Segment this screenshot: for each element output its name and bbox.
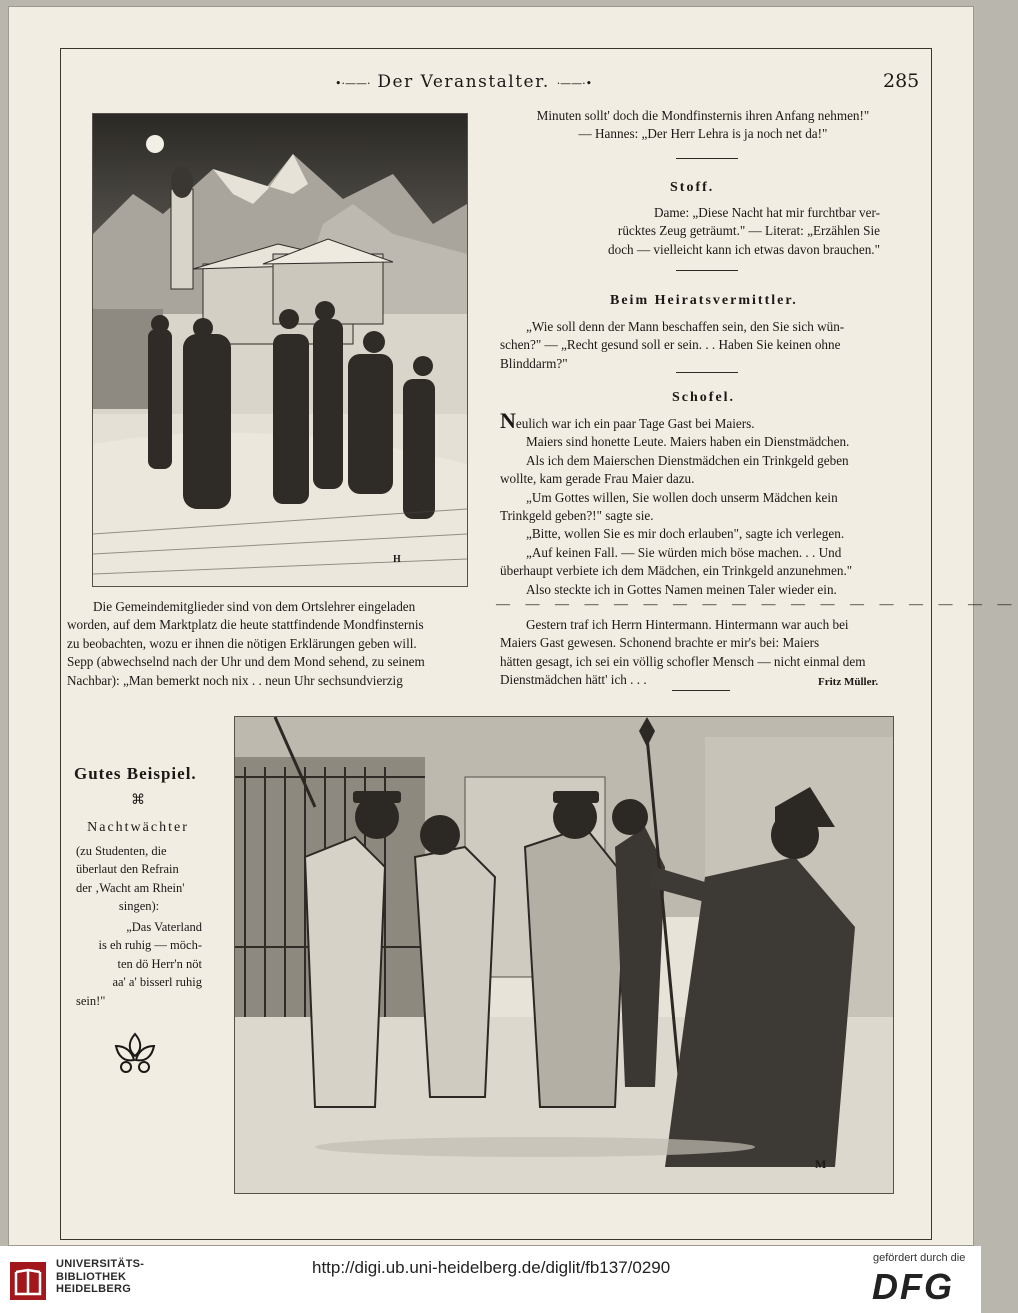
- text-line: Dienstmädchen hätt' ich . . .: [500, 672, 647, 688]
- text-line: doch — vielleicht kann ich etwas davon brauchen.": [608, 241, 880, 257]
- page-number: 285: [883, 70, 920, 92]
- stage-direction: [76, 842, 202, 916]
- moon: [146, 135, 164, 153]
- ornament: ⌘: [131, 793, 145, 808]
- divider: [676, 158, 738, 159]
- text-line: rücktes Zeug geträumt." — Literat: „Erzählen Sie: [617, 223, 880, 239]
- quote-text: [76, 918, 202, 1010]
- heading-schofel: Schofel.: [672, 390, 736, 405]
- footer-bar: [0, 1246, 981, 1313]
- heading-stoff: Stoff.: [670, 180, 715, 195]
- artist-signature-1: H: [393, 554, 401, 565]
- text-line: — Hannes: „Der Herr Lehra is ja noch net da!": [578, 126, 828, 142]
- text-stoff: [540, 204, 880, 259]
- text-line: Als ich dem Maierschen Dienstmädchen ein Trinkgeld geben: [526, 452, 849, 468]
- artist-signature-2: M: [815, 1157, 827, 1171]
- text-schofel: [500, 408, 912, 599]
- caption-line: Die Gemeindemitglieder sind von dem Ortslehrer eingeladen: [93, 599, 416, 614]
- dfg-logo: DFG: [872, 1266, 954, 1307]
- text-line: Gestern traf ich Herrn Hintermann. Hintermann war auch bei: [526, 617, 849, 632]
- header-title: Der Veranstalter.: [377, 72, 550, 92]
- divider: [676, 372, 738, 373]
- library-name: [56, 1258, 144, 1296]
- divider: [676, 270, 738, 271]
- text-line: Minuten sollt' doch die Mondfinsternis ihren Anfang nehmen!": [536, 108, 870, 123]
- text-line: überlaut den Refrain: [76, 862, 179, 877]
- heading-heiratsvermittler: Beim Heiratsvermittler.: [610, 293, 798, 308]
- text-line: is eh ruhig — möch-: [98, 938, 202, 953]
- caption-village: [67, 598, 471, 690]
- header-ornament-right: ·——·•: [556, 77, 593, 90]
- heading-gutes-beispiel: Gutes Beispiel.: [74, 764, 197, 783]
- flower-ornament-icon: [112, 1030, 158, 1074]
- text-line: Maiers Gast gewesen. Schonend brachte er mir's bei: Maiers: [500, 635, 820, 651]
- library-line: BIBLIOTHEK: [56, 1270, 127, 1283]
- text-line: der ‚Wacht am Rhein': [76, 880, 185, 895]
- caption-line: Nachbar): „Man bemerkt noch nix . . neun Uhr sechsundvierzig: [67, 672, 403, 688]
- text-line: „Das Vaterland: [126, 920, 202, 934]
- caption-line: zu beobachten, wozu er ihnen die nötigen Erklärungen geben will.: [67, 635, 417, 651]
- text-line: Blinddarm?": [500, 355, 568, 371]
- night-watchman-drawing: [235, 717, 893, 1193]
- running-header: [335, 72, 592, 92]
- village-night-drawing: [93, 114, 467, 586]
- text-line: aa' a' bisserl ruhig: [112, 975, 202, 990]
- illustration-night-watchman: [234, 716, 894, 1194]
- library-line: UNIVERSITÄTS-: [56, 1258, 145, 1270]
- text-line: hätten gesagt, ich sei ein völlig schofler Mensch — nicht einmal dem: [500, 653, 866, 669]
- text-line: wollte, kam gerade Frau Maier dazu.: [500, 471, 695, 487]
- text-line: Trinkgeld geben?!" sagte sie.: [500, 508, 654, 524]
- caption-line: Sepp (abwechselnd nach der Uhr und dem Mond sehend, zu seinem: [67, 654, 425, 670]
- author-name: Fritz Müller.: [818, 676, 879, 688]
- caption-line: worden, auf dem Marktplatz die heute stattfindende Mondfinsternis: [67, 617, 424, 633]
- text-line: „Auf keinen Fall. — Sie würden mich böse machen. . . Und: [526, 544, 842, 560]
- source-url-link[interactable]: http://digi.ub.uni-heidelberg.de/diglit/fb137/0290: [312, 1258, 671, 1277]
- text-line: ten dö Herr'n nöt: [117, 956, 202, 971]
- text-line: „Wie soll denn der Mann beschaffen sein, den Sie sich wün-: [526, 319, 845, 334]
- text-line: Dame: „Diese Nacht hat mir furchtbar ver-: [653, 205, 880, 220]
- text-line: „Bitte, wollen Sie es mir doch erlauben", sagte ich verlegen.: [526, 526, 845, 542]
- header-ornament-left: •·——·: [335, 77, 371, 90]
- illustration-village-night: [92, 113, 468, 587]
- column-top-text: [488, 107, 918, 144]
- dropcap: N: [500, 408, 516, 433]
- funding-label: gefördert durch die: [873, 1252, 966, 1264]
- dash-line: — — — — — — — — — — — — — — — — — —: [496, 597, 1018, 612]
- text-line: eulich war ich ein paar Tage Gast bei Maiers.: [515, 416, 755, 431]
- library-line: HEIDELBERG: [56, 1283, 132, 1295]
- text-heiratsvermittler: [500, 318, 912, 373]
- text-line: Also steckte ich in Gottes Namen meinen Taler wieder ein.: [526, 581, 837, 597]
- text-line: „Um Gottes willen, Sie wollen doch unserm Mädchen kein: [526, 489, 838, 505]
- university-library-logo-icon: [8, 1256, 48, 1304]
- text-line: schen?" — „Recht gesund soll er sein. . . Haben Sie keinen ohne: [500, 337, 841, 353]
- text-line: singen):: [118, 899, 160, 914]
- speaker-name: Nachtwächter: [87, 820, 189, 835]
- text-line: überhaupt verbiete ich dem Mädchen, ein Trinkgeld anzunehmen.": [500, 563, 853, 579]
- text-line: sein!": [76, 993, 106, 1008]
- text-line: (zu Studenten, die: [76, 844, 167, 858]
- text-line: Maiers sind honette Leute. Maiers haben ein Dienstmädchen.: [526, 434, 850, 450]
- divider: [672, 690, 730, 691]
